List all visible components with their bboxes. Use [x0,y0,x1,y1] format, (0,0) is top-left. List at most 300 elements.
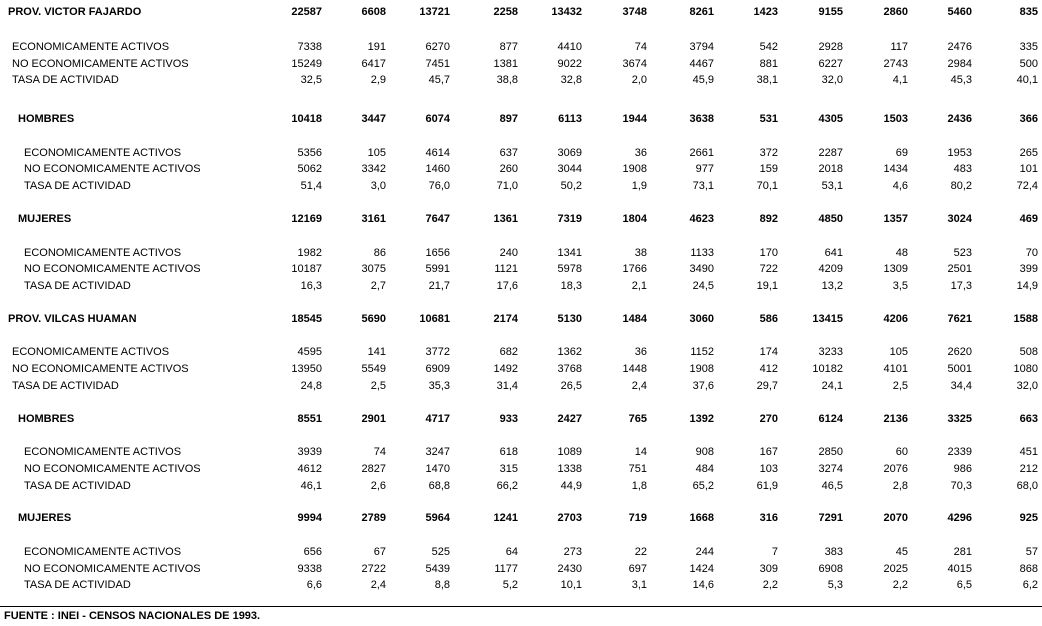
value-cell: 72,4 [1016,180,1038,192]
sex-group-row [0,511,1042,525]
value-cell: 10,1 [560,579,582,591]
value-cell: 641 [824,247,843,259]
value-cell: 1953 [947,147,972,159]
value-cell: 1089 [557,446,582,458]
value-cell: 4850 [818,213,843,225]
value-cell: 4,1 [892,74,908,86]
value-cell: 4,6 [892,180,908,192]
value-cell: 71,0 [496,180,518,192]
value-cell: 9338 [297,563,322,575]
value-cell: 29,7 [756,380,778,392]
value-cell: 6,2 [1022,579,1038,591]
value-cell: 7338 [297,41,322,53]
row-label: ECONOMICAMENTE ACTIVOS [12,41,170,53]
value-cell: 469 [1019,213,1038,225]
value-cell: 5130 [557,313,582,325]
value-cell: 3247 [425,446,450,458]
value-cell: 117 [890,41,908,53]
value-cell: 10187 [291,263,322,275]
value-cell: 2901 [361,413,386,425]
value-cell: 868 [1019,563,1038,575]
value-cell: 19,1 [756,280,778,292]
row-label: ECONOMICAMENTE ACTIVOS [24,446,182,458]
value-cell: 3674 [622,58,647,70]
value-cell: 70,1 [756,180,778,192]
sex-detail-row [0,246,1042,260]
value-cell: 51,4 [300,180,322,192]
value-cell: 835 [1019,6,1038,18]
row-label: MUJERES [18,512,72,524]
value-cell: 5062 [297,163,322,175]
value-cell: 24,5 [692,280,714,292]
value-cell: 60 [895,446,908,458]
row-label: TASA DE ACTIVIDAD [12,380,119,392]
value-cell: 3,5 [892,280,908,292]
value-cell: 68,8 [428,480,450,492]
row-label: ECONOMICAMENTE ACTIVOS [24,546,182,558]
value-cell: 73,1 [692,180,714,192]
value-cell: 656 [303,546,322,558]
sex-detail-row [0,262,1042,276]
value-cell: 76,0 [428,180,450,192]
value-cell: 32,0 [821,74,843,86]
value-cell: 1424 [689,563,714,575]
sex-detail-row [0,462,1042,476]
value-cell: 38,8 [496,74,518,86]
value-cell: 5356 [297,147,322,159]
value-cell: 5,2 [502,579,518,591]
value-cell: 451 [1019,446,1038,458]
value-cell: 101 [1019,163,1038,175]
value-cell: 372 [759,147,778,159]
value-cell: 4296 [947,512,972,524]
sex-detail-row [0,445,1042,459]
value-cell: 2661 [689,147,714,159]
value-cell: 2,5 [892,380,908,392]
value-cell: 4410 [557,41,582,53]
value-cell: 5439 [425,563,450,575]
value-cell: 1503 [883,113,908,125]
footer-divider [0,606,1042,607]
row-label: ECONOMICAMENTE ACTIVOS [12,346,170,358]
value-cell: 3075 [361,263,386,275]
row-label: NO ECONOMICAMENTE ACTIVOS [24,563,201,575]
value-cell: 637 [499,147,518,159]
row-label: PROV. VICTOR FAJARDO [8,6,142,18]
value-cell: 2436 [947,113,972,125]
value-cell: 14,9 [1016,280,1038,292]
value-cell: 2430 [557,563,582,575]
sex-detail-row [0,279,1042,293]
value-cell: 8261 [689,6,714,18]
value-cell: 9994 [297,512,322,524]
value-cell: 2789 [361,512,386,524]
value-cell: 53,1 [821,180,843,192]
value-cell: 722 [759,263,778,275]
value-cell: 682 [499,346,518,358]
value-cell: 38 [634,247,647,259]
value-cell: 586 [759,313,778,325]
value-cell: 3447 [361,113,386,125]
value-cell: 10681 [419,313,450,325]
value-cell: 38,1 [756,74,778,86]
value-cell: 22 [634,546,647,558]
value-cell: 17,3 [950,280,972,292]
value-cell: 6608 [361,6,386,18]
value-cell: 61,9 [756,480,778,492]
value-cell: 315 [499,463,518,475]
value-cell: 69 [895,147,908,159]
province-detail-row [0,40,1042,54]
value-cell: 2339 [947,446,972,458]
value-cell: 412 [759,363,778,375]
value-cell: 1470 [425,463,450,475]
value-cell: 523 [953,247,972,259]
value-cell: 46,1 [300,480,322,492]
value-cell: 45,7 [428,74,450,86]
value-cell: 3069 [557,147,582,159]
value-cell: 13950 [291,363,322,375]
value-cell: 240 [499,247,518,259]
value-cell: 34,4 [950,380,972,392]
row-label: NO ECONOMICAMENTE ACTIVOS [24,263,201,275]
value-cell: 2620 [947,346,972,358]
value-cell: 4015 [947,563,972,575]
province-detail-row [0,73,1042,87]
value-cell: 3,0 [370,180,386,192]
value-cell: 399 [1019,263,1038,275]
value-cell: 3060 [689,313,714,325]
value-cell: 1434 [883,163,908,175]
value-cell: 3772 [425,346,450,358]
value-cell: 1362 [557,346,582,358]
value-cell: 2501 [947,263,972,275]
value-cell: 3,1 [631,579,647,591]
value-cell: 174 [759,346,778,358]
value-cell: 18545 [291,313,322,325]
value-cell: 977 [695,163,714,175]
value-cell: 4206 [883,313,908,325]
value-cell: 6908 [818,563,843,575]
value-cell: 5001 [947,363,972,375]
value-cell: 3939 [297,446,322,458]
value-cell: 70 [1025,247,1038,259]
value-cell: 13432 [551,6,582,18]
value-cell: 5690 [361,313,386,325]
value-cell: 1392 [689,413,714,425]
value-cell: 13721 [419,6,450,18]
value-cell: 5549 [361,363,386,375]
value-cell: 4209 [818,263,843,275]
value-cell: 366 [1019,113,1038,125]
value-cell: 5964 [425,512,450,524]
value-cell: 36 [634,147,647,159]
value-cell: 18,3 [560,280,582,292]
value-cell: 1361 [493,213,518,225]
province-detail-row [0,345,1042,359]
value-cell: 719 [628,512,647,524]
value-cell: 2850 [818,446,843,458]
value-cell: 10418 [291,113,322,125]
value-cell: 3233 [818,346,843,358]
row-label: MUJERES [18,213,72,225]
value-cell: 1309 [883,263,908,275]
value-cell: 26,5 [560,380,582,392]
value-cell: 22587 [291,6,322,18]
value-cell: 4623 [689,213,714,225]
value-cell: 2070 [883,512,908,524]
row-label: NO ECONOMICAMENTE ACTIVOS [12,58,189,70]
value-cell: 1460 [425,163,450,175]
value-cell: 500 [1019,58,1038,70]
value-cell: 1381 [493,58,518,70]
value-cell: 2,6 [370,480,386,492]
value-cell: 103 [759,463,778,475]
value-cell: 44,9 [560,480,582,492]
value-cell: 877 [499,41,518,53]
sex-detail-row [0,545,1042,559]
value-cell: 1588 [1013,313,1038,325]
value-cell: 46,5 [821,480,843,492]
value-cell: 7 [771,546,778,558]
value-cell: 14,6 [692,579,714,591]
value-cell: 244 [695,546,714,558]
value-cell: 37,6 [692,380,714,392]
value-cell: 105 [889,346,908,358]
value-cell: 3044 [557,163,582,175]
value-cell: 4612 [297,463,322,475]
value-cell: 1080 [1013,363,1038,375]
value-cell: 2136 [883,413,908,425]
value-cell: 751 [628,463,647,475]
value-cell: 7621 [947,313,972,325]
value-cell: 531 [759,113,778,125]
value-cell: 6113 [558,113,582,125]
value-cell: 508 [1019,346,1038,358]
value-cell: 697 [628,563,647,575]
value-cell: 484 [695,463,714,475]
row-label: ECONOMICAMENTE ACTIVOS [24,247,182,259]
value-cell: 1357 [883,213,908,225]
value-cell: 45 [895,546,908,558]
value-cell: 13,2 [821,280,843,292]
value-cell: 159 [759,163,778,175]
value-cell: 2722 [361,563,386,575]
source-note: FUENTE : INEI - CENSOS NACIONALES DE 1993. [4,610,261,622]
value-cell: 70,3 [950,480,972,492]
value-cell: 1944 [622,113,647,125]
value-cell: 1908 [622,163,647,175]
value-cell: 5460 [947,6,972,18]
value-cell: 3794 [689,41,714,53]
value-cell: 1423 [753,6,778,18]
value-cell: 212 [1019,463,1038,475]
value-cell: 65,2 [692,480,714,492]
value-cell: 2018 [818,163,843,175]
row-label: PROV. VILCAS HUAMAN [8,313,137,325]
value-cell: 68,0 [1016,480,1038,492]
value-cell: 2860 [883,6,908,18]
value-cell: 2174 [493,313,518,325]
value-cell: 6417 [361,58,386,70]
value-cell: 141 [367,346,386,358]
value-cell: 1241 [493,512,518,524]
value-cell: 1121 [494,263,518,275]
value-cell: 15249 [291,58,322,70]
value-cell: 309 [759,563,778,575]
row-label: ECONOMICAMENTE ACTIVOS [24,147,182,159]
row-label: TASA DE ACTIVIDAD [24,579,131,591]
sex-detail-row [0,162,1042,176]
value-cell: 5,3 [827,579,843,591]
value-cell: 67 [373,546,386,558]
value-cell: 897 [499,113,518,125]
value-cell: 2,2 [892,579,908,591]
sex-detail-row [0,578,1042,592]
value-cell: 7451 [425,58,450,70]
value-cell: 2476 [947,41,972,53]
value-cell: 8,8 [434,579,450,591]
value-cell: 4305 [818,113,843,125]
sex-group-row [0,412,1042,426]
value-cell: 316 [759,512,778,524]
value-cell: 3768 [557,363,582,375]
value-cell: 2,7 [370,280,386,292]
value-cell: 2827 [361,463,386,475]
value-cell: 14 [634,446,647,458]
value-cell: 4595 [297,346,322,358]
row-label: HOMBRES [18,413,75,425]
row-label: TASA DE ACTIVIDAD [24,480,131,492]
value-cell: 1804 [622,213,647,225]
value-cell: 32,8 [560,74,582,86]
value-cell: 64 [505,546,518,558]
row-label: NO ECONOMICAMENTE ACTIVOS [12,363,189,375]
value-cell: 10182 [812,363,843,375]
value-cell: 31,4 [496,380,518,392]
value-cell: 7291 [818,512,843,524]
value-cell: 281 [953,546,972,558]
value-cell: 3748 [622,6,647,18]
row-label: TASA DE ACTIVIDAD [12,74,119,86]
value-cell: 45,9 [692,74,714,86]
value-cell: 1492 [493,363,518,375]
value-cell: 3638 [689,113,714,125]
value-cell: 2287 [818,147,843,159]
value-cell: 7647 [425,213,450,225]
value-cell: 2,1 [631,280,647,292]
value-cell: 3024 [947,213,972,225]
value-cell: 270 [759,413,778,425]
value-cell: 933 [499,413,518,425]
value-cell: 2,9 [370,74,386,86]
value-cell: 2258 [493,6,518,18]
value-cell: 5991 [425,263,450,275]
value-cell: 191 [367,41,386,53]
value-cell: 1152 [690,346,714,358]
value-cell: 260 [499,163,518,175]
row-label: TASA DE ACTIVIDAD [24,180,131,192]
value-cell: 80,2 [950,180,972,192]
row-label: NO ECONOMICAMENTE ACTIVOS [24,463,201,475]
value-cell: 32,5 [300,74,322,86]
value-cell: 24,8 [300,380,322,392]
value-cell: 908 [695,446,714,458]
sex-detail-row [0,562,1042,576]
province-detail-row [0,362,1042,376]
value-cell: 6,5 [956,579,972,591]
value-cell: 2984 [947,58,972,70]
value-cell: 1177 [494,563,518,575]
value-cell: 925 [1019,512,1038,524]
value-cell: 4101 [883,363,908,375]
value-cell: 1338 [557,463,582,475]
value-cell: 50,2 [560,180,582,192]
value-cell: 6,6 [306,579,322,591]
value-cell: 2,2 [762,579,778,591]
value-cell: 2,4 [631,380,647,392]
value-cell: 1448 [622,363,647,375]
value-cell: 48 [895,247,908,259]
value-cell: 2703 [557,512,582,524]
sex-detail-row [0,179,1042,193]
value-cell: 663 [1019,413,1038,425]
province-detail-row [0,57,1042,71]
value-cell: 265 [1019,147,1038,159]
value-cell: 273 [563,546,582,558]
value-cell: 1982 [297,247,322,259]
value-cell: 170 [759,247,778,259]
value-cell: 5978 [557,263,582,275]
value-cell: 483 [953,163,972,175]
value-cell: 2,0 [631,74,647,86]
value-cell: 36 [634,346,647,358]
value-cell: 2025 [883,563,908,575]
value-cell: 1484 [622,313,647,325]
value-cell: 618 [499,446,518,458]
sex-group-row [0,212,1042,226]
row-label: NO ECONOMICAMENTE ACTIVOS [24,163,201,175]
value-cell: 6124 [818,413,843,425]
value-cell: 2076 [883,463,908,475]
value-cell: 383 [824,546,843,558]
value-cell: 35,3 [428,380,450,392]
value-cell: 1656 [425,247,450,259]
sex-detail-row [0,479,1042,493]
value-cell: 542 [759,41,778,53]
value-cell: 1668 [689,512,714,524]
value-cell: 86 [373,247,386,259]
value-cell: 986 [953,463,972,475]
value-cell: 1,8 [631,480,647,492]
value-cell: 2427 [557,413,582,425]
province-row [0,5,1042,19]
value-cell: 16,3 [300,280,322,292]
value-cell: 57 [1025,546,1038,558]
value-cell: 9022 [557,58,582,70]
value-cell: 8551 [297,413,322,425]
value-cell: 74 [373,446,386,458]
value-cell: 1766 [622,263,647,275]
value-cell: 7319 [557,213,582,225]
province-row [0,312,1042,326]
row-label: TASA DE ACTIVIDAD [24,280,131,292]
row-label: HOMBRES [18,113,75,125]
value-cell: 2,5 [370,380,386,392]
value-cell: 3161 [361,213,386,225]
value-cell: 167 [759,446,778,458]
value-cell: 74 [634,41,647,53]
